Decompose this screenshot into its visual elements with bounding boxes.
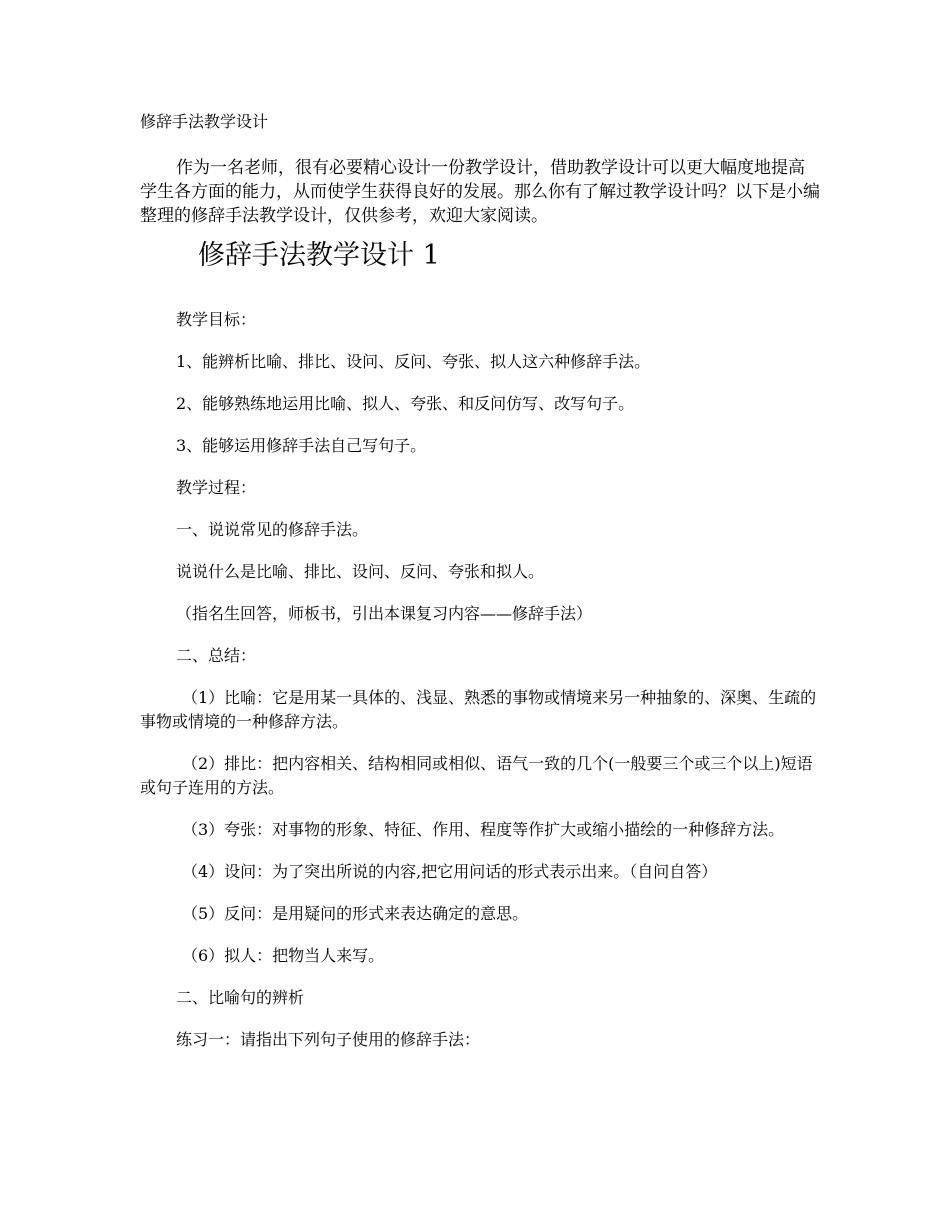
process-label: 教学过程： [176, 478, 257, 497]
goal-item: 2、能够熟练地运用比喻、拟人、夸张、和反问仿写、改写句子。 [176, 394, 635, 413]
step3-heading: 二、比喻句的辨析 [176, 988, 305, 1007]
step1-note: （指名生回答，师板书，引出本课复习内容——修辞手法） [176, 604, 593, 623]
goal-item: 3、能够运用修辞手法自己写句子。 [176, 436, 427, 455]
summary-item: （6）拟人：把物当人来写。 [182, 946, 385, 965]
step1-heading: 一、说说常见的修辞手法。 [176, 520, 369, 539]
goal-item: 1、能辨析比喻、排比、设问、反问、夸张、拟人这六种修辞手法。 [176, 352, 651, 371]
document-title: 修辞手法教学设计 [140, 112, 269, 131]
document-page [140, 110, 820, 1070]
summary-item: （5）反问：是用疑问的形式来表达确定的意思。 [182, 904, 529, 923]
summary-item: （3）夸张：对事物的形象、特征、作用、程度等作扩大或缩小描绘的一种修辞方法。 [182, 820, 785, 839]
intro-paragraph: 作为一名老师，很有必要精心设计一份教学设计，借助教学设计可以更大幅度地提高学生各方面的能力，从而使学生获得良好的发展。那么你有了解过教学设计吗？以下是小编整理的修辞手法教学设计，仅供参考，欢迎大家阅读。 [140, 158, 820, 226]
step2-heading: 二、总结： [176, 646, 257, 665]
summary-item: （2）排比：把内容相关、结构相同或相似、语气一致的几个(一般要三个或三个以上)短语或句子连用的方法。 [140, 754, 813, 797]
goals-label: 教学目标： [176, 310, 257, 329]
summary-item: （4）设问：为了突出所说的内容,把它用问话的形式表示出来。（自问自答） [182, 862, 718, 881]
summary-item: （1）比喻：它是用某一具体的、浅显、熟悉的事物或情境来另一种抽象的、深奥、生疏的事物或情境的一种修辞方法。 [140, 688, 817, 731]
exercise-prompt: 练习一：请指出下列句子使用的修辞手法： [176, 1030, 481, 1049]
step1-text: 说说什么是比喻、排比、设问、反问、夸张和拟人。 [176, 562, 545, 581]
lesson-body [140, 308, 820, 1052]
section-heading: 修辞手法教学设计 1 [198, 240, 440, 271]
